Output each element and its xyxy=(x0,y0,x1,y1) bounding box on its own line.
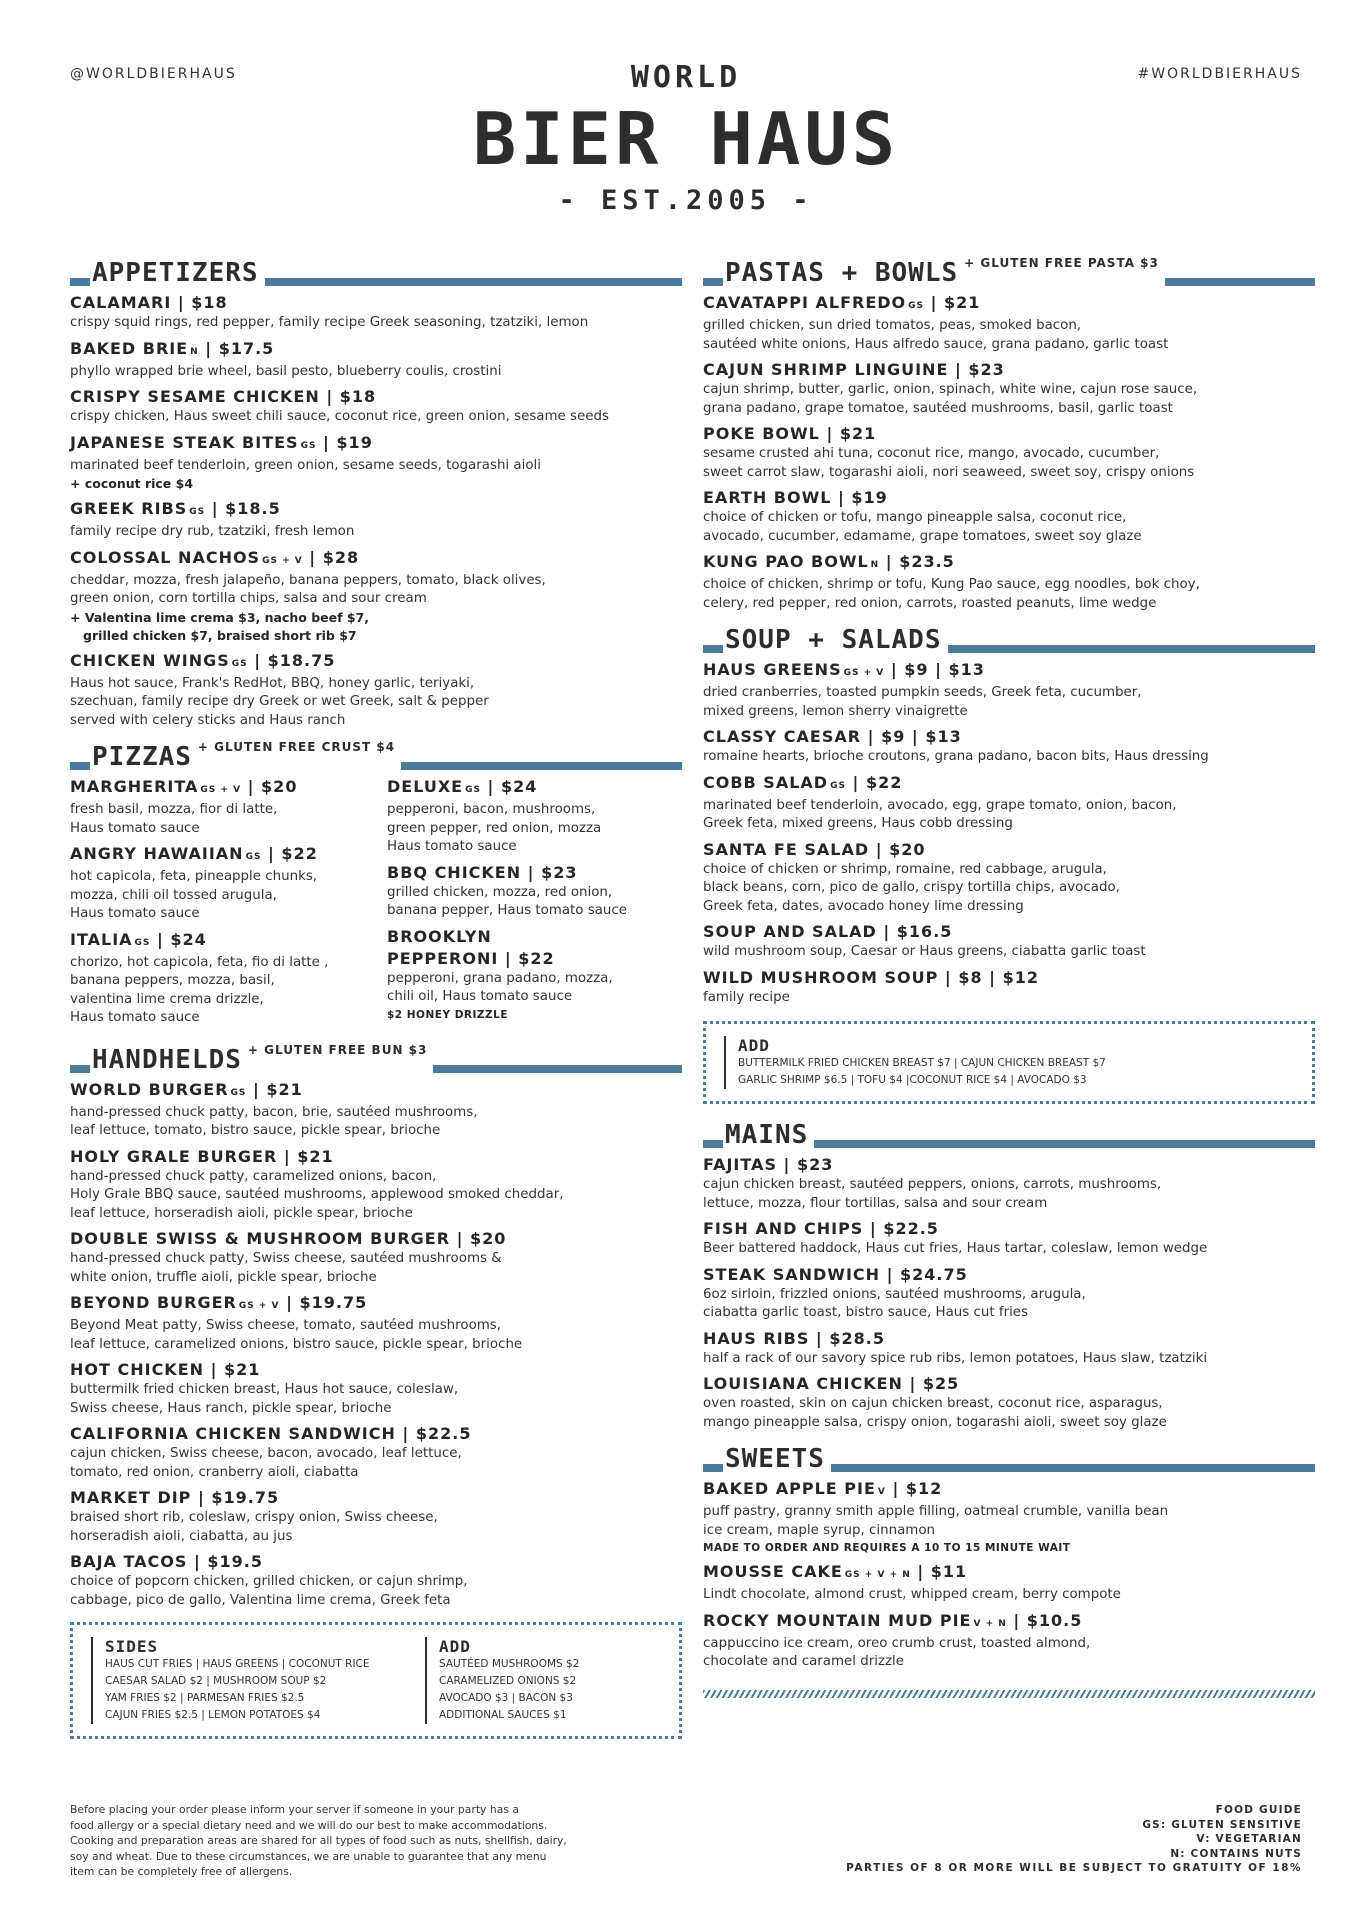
item-description: Greek feta, dates, avocado honey lime dressing xyxy=(703,898,1024,914)
item-description: leaf lettuce, horseradish aioli, pickle spear, brioche xyxy=(70,1205,413,1221)
menu-item xyxy=(703,659,1315,721)
item-description: green pepper, red onion, mozza xyxy=(387,820,602,836)
diet-tag: GS + V + N xyxy=(844,1570,911,1580)
item-name: MARGHERITA GS + V | $20 xyxy=(70,777,298,796)
menu-item xyxy=(703,1373,1315,1432)
add-line: SAUTÉED MUSHROOMS $2 xyxy=(439,1658,580,1670)
item-name: ITALIA GS | $24 xyxy=(70,929,207,949)
item-description: fresh basil, mozza, fior di latte, xyxy=(70,802,278,817)
item-description: family recipe xyxy=(703,989,790,1005)
item-description: buttermilk fried chicken breast, Haus hot sauce, coleslaw, xyxy=(70,1382,459,1397)
item-description: Beyond Meat patty, Swiss cheese, tomato, sautéed mushrooms, xyxy=(70,1318,502,1333)
diet-tag: GS xyxy=(908,301,925,311)
item-name: WORLD BURGER GS | $21 xyxy=(70,1079,303,1099)
instagram-handle: @WORLDBIERHAUS xyxy=(70,66,237,82)
item-description: hand-pressed chuck patty, bacon, brie, sautéed mushrooms, xyxy=(70,1104,478,1120)
menu-item xyxy=(703,967,1315,1008)
section-title: HANDHELDS $^{+ GLUTEN FREE BUN \$3}$ xyxy=(90,1035,433,1075)
section-title: SOUP + SALADS xyxy=(723,625,948,655)
menu-item xyxy=(70,498,682,542)
add-line: AVOCADO $3 | BACON $3 xyxy=(439,1692,573,1704)
item-description: sesame crusted ahi tuna, coconut rice, mango, avocado, cucumber, xyxy=(703,446,1160,461)
item-name: SANTA FE SALAD | $20 xyxy=(703,839,926,859)
appetizers-header xyxy=(70,252,682,286)
item-description: served with celery sticks and Haus ranch xyxy=(70,712,346,728)
item-description: choice of popcorn chicken, grilled chicken, or cajun shrimp, xyxy=(70,1574,468,1589)
item-description: pepperoni, grana padano, mozza, xyxy=(387,970,613,986)
item-name: CHICKEN WINGS GS | $18.75 xyxy=(70,650,336,670)
sides-list xyxy=(91,1637,425,1724)
menu-item xyxy=(70,432,682,494)
item-name: WILD MUSHROOM SOUP | $8 | $12 xyxy=(703,967,1039,987)
menu-item xyxy=(70,929,365,1028)
diet-tag: N xyxy=(190,346,199,357)
item-name: SOUP AND SALAD | $16.5 xyxy=(703,922,953,941)
sides-add-box xyxy=(70,1622,682,1739)
menu-item xyxy=(703,1218,1315,1259)
menu-item xyxy=(703,487,1315,546)
sides-title: SIDES xyxy=(105,1637,159,1656)
item-description: romaine hearts, brioche croutons, grana padano, bacon bits, Haus dressing xyxy=(703,749,1209,764)
disclaimer-line: Cooking and preparation areas are shared for all types of food such as nuts, shellfish, dairy, xyxy=(70,1834,567,1847)
item-note: MADE TO ORDER AND REQUIRES A 10 TO 15 MINUTE WAIT xyxy=(703,1542,1071,1554)
item-description: Greek feta, mixed greens, Haus cobb dressing xyxy=(703,816,1013,831)
item-description: hand-pressed chuck patty, Swiss cheese, sautéed mushrooms & xyxy=(70,1251,502,1266)
diet-tag: GS xyxy=(134,937,151,948)
diet-tag: GS xyxy=(189,507,206,517)
item-name: HAUS GREENS GS + V | $9 | $13 xyxy=(703,660,985,679)
menu-item xyxy=(70,1079,682,1141)
item-description: pepperoni, bacon, mushrooms, xyxy=(387,802,596,817)
left-menu-column xyxy=(70,246,682,1739)
menu-item xyxy=(70,1146,682,1224)
item-description: mango pineapple salsa, crispy onion, togarashi aioli, sweet soy glaze xyxy=(703,1414,1167,1430)
menu-item xyxy=(703,1154,1315,1213)
item-name: ANGRY HAWAIIAN GS | $22 xyxy=(70,844,318,863)
item-name: COLOSSAL NACHOS GS + V | $28 xyxy=(70,547,360,567)
item-addon: $2 HONEY DRIZZLE xyxy=(387,1008,508,1021)
diet-tag: GS xyxy=(231,658,248,669)
menu-item xyxy=(70,1423,682,1482)
item-addon: + coconut rice $4 xyxy=(70,476,194,491)
diet-tag: GS + V xyxy=(200,785,242,795)
item-description: cappuccino ice cream, oreo crumb crust, toasted almond, xyxy=(703,1635,1091,1651)
protein-add-box xyxy=(703,1021,1315,1104)
menu-item xyxy=(70,386,682,427)
menu-item xyxy=(703,1610,1315,1672)
food-guide-n: N: CONTAINS NUTS xyxy=(1170,1847,1302,1860)
item-description: Lindt chocolate, almond crust, whipped cream, berry compote xyxy=(703,1587,1121,1602)
pizza-column-left xyxy=(70,776,365,1033)
diet-tag: GS + V xyxy=(238,1301,280,1311)
menu-item xyxy=(703,551,1315,613)
item-name: HAUS RIBS | $28.5 xyxy=(703,1328,885,1348)
item-description: white onion, truffle aioli, pickle spear, brioche xyxy=(70,1269,377,1285)
item-description: Haus tomato sauce xyxy=(70,1010,200,1025)
item-description: family recipe dry rub, tzatziki, fresh lemon xyxy=(70,524,355,539)
hashtag-handle: #WORLDBIERHAUS xyxy=(1137,66,1302,82)
menu-item xyxy=(387,926,682,1023)
section-note: + GLUTEN FREE CRUST $4 xyxy=(197,740,396,754)
menu-item xyxy=(70,1292,682,1354)
item-description: cajun chicken, Swiss cheese, bacon, avocado, leaf lettuce, xyxy=(70,1446,462,1461)
item-description: braised short rib, coleslaw, crispy onion, Swiss cheese, xyxy=(70,1510,438,1525)
diet-tag: GS + V xyxy=(262,555,303,566)
diet-tag: GS xyxy=(300,440,317,451)
sides-line: CAJUN FRIES $2.5 | LEMON POTATOES $4 xyxy=(105,1709,321,1721)
logo-world-text: WORLD xyxy=(630,60,742,95)
item-addon: grilled chicken $7, braised short rib $7 xyxy=(70,627,357,643)
item-name: BAKED BRIE N | $17.5 xyxy=(70,338,275,358)
menu-item xyxy=(70,1551,682,1610)
add-title: ADD xyxy=(439,1637,471,1656)
disclaimer-line: food allergy or a special dietary need and we will do our best to make accommodations. xyxy=(70,1818,548,1832)
add-line: ADDITIONAL SAUCES $1 xyxy=(439,1709,567,1721)
item-name: BBQ CHICKEN | $23 xyxy=(387,862,578,882)
item-name: CLASSY CAESAR | $9 | $13 xyxy=(703,727,962,746)
menu-item xyxy=(70,843,365,924)
sides-line: HAUS CUT FRIES | HAUS GREENS | COCONUT RICE xyxy=(105,1658,370,1670)
item-description: chili oil, Haus tomato sauce xyxy=(387,989,573,1004)
item-description: Haus hot sauce, Frank's RedHot, BBQ, honey garlic, teriyaki, xyxy=(70,675,475,691)
item-description: mixed greens, lemon sherry vinaigrette xyxy=(703,703,968,719)
item-description: lettuce, mozza, flour tortillas, salsa and sour cream xyxy=(703,1195,1048,1211)
item-description: marinated beef tenderloin, green onion, sesame seeds, togarashi aioli xyxy=(70,457,541,473)
pizzas-header xyxy=(70,736,682,770)
item-description: celery, red pepper, red onion, carrots, roasted peanuts, lime wedge xyxy=(703,595,1157,611)
menu-item xyxy=(703,423,1315,482)
diet-tag: GS xyxy=(245,852,262,862)
item-description: wild mushroom soup, Caesar or Haus greens, ciabatta garlic toast xyxy=(703,944,1146,959)
item-description: chocolate and caramel drizzle xyxy=(703,1654,904,1669)
item-description: crispy chicken, Haus sweet chili sauce, coconut rice, green onion, sesame seeds xyxy=(70,409,609,424)
diet-tag: GS + V xyxy=(843,668,885,678)
diet-tag: V + N xyxy=(973,1618,1007,1629)
add-line: GARLIC SHRIMP $6.5 | TOFU $4 |COCONUT RICE $4 | AVOCADO $3 xyxy=(738,1074,1087,1086)
logo-established-text: - EST.2005 - xyxy=(558,185,814,216)
item-addon: + Valentina lime crema $3, nacho beef $7, xyxy=(70,609,370,625)
item-description: szechuan, family recipe dry Greek or wet Greek, salt & pepper xyxy=(70,694,489,709)
item-name: JAPANESE STEAK BITES GS | $19 xyxy=(70,432,373,452)
menu-item xyxy=(703,1478,1315,1556)
item-description: Haus tomato sauce xyxy=(387,839,517,854)
item-name: CAJUN SHRIMP LINGUINE | $23 xyxy=(703,360,1005,379)
item-name: LOUISIANA CHICKEN | $25 xyxy=(703,1374,960,1393)
item-description: grilled chicken, sun dried tomatos, peas, smoked bacon, xyxy=(703,318,1082,333)
section-note: + GLUTEN FREE PASTA $3 xyxy=(964,256,1159,270)
add-line: BUTTERMILK FRIED CHICKEN BREAST $7 | CAJUN CHICKEN BREAST $7 xyxy=(738,1057,1106,1069)
item-description: marinated beef tenderloin, avocado, egg, grape tomato, onion, bacon, xyxy=(703,797,1177,813)
item-description: sweet carrot slaw, togarashi aioli, nori seaweed, sweet soy, crispy onions xyxy=(703,464,1195,480)
item-description: black beans, corn, pico de gallo, crispy tortilla chips, avocado, xyxy=(703,880,1120,895)
food-guide-title: FOOD GUIDE xyxy=(1215,1804,1302,1816)
menu-item xyxy=(703,1561,1315,1605)
item-description: grana padano, grape tomatoe, sautéed mushrooms, basil, garlic toast xyxy=(703,400,1173,416)
section-title: APPETIZERS xyxy=(90,258,265,288)
diet-tag: N xyxy=(870,560,880,570)
menu-item xyxy=(387,862,682,921)
item-name: CALAMARI | $18 xyxy=(70,293,228,312)
item-description: leaf lettuce, caramelized onions, bistro sauce, pickle spear, brioche xyxy=(70,1336,523,1352)
menu-item xyxy=(703,359,1315,418)
diet-tag: GS xyxy=(465,785,481,795)
section-title: PASTAS + BOWLS $^{+ GLUTEN FREE PASTA \$3}$ xyxy=(723,248,1165,288)
item-name: COBB SALAD GS | $22 xyxy=(703,772,903,792)
diet-tag: GS xyxy=(230,1087,247,1098)
item-name: MOUSSE CAKE GS + V + N | $11 xyxy=(703,1562,968,1581)
item-description: half a rack of our savory spice rub ribs, lemon potatoes, Haus slaw, tzatziki xyxy=(703,1350,1208,1366)
add-title: ADD xyxy=(738,1036,770,1055)
item-description: green onion, corn tortilla chips, salsa and sour cream xyxy=(70,591,427,606)
menu-item xyxy=(70,650,682,731)
item-name: MARKET DIP | $19.75 xyxy=(70,1488,280,1507)
item-description: banana pepper, Haus tomato sauce xyxy=(387,903,627,918)
food-guide xyxy=(1142,1803,1302,1861)
item-description: Swiss cheese, Haus ranch, pickle spear, brioche xyxy=(70,1400,392,1416)
item-name: BAKED APPLE PIE V | $12 xyxy=(703,1479,943,1498)
item-description: sautéed white onions, Haus alfredo sauce, grana padano, garlic toast xyxy=(703,336,1169,352)
menu-item xyxy=(70,776,365,838)
item-description: choice of chicken or tofu, mango pineapple salsa, coconut rice, xyxy=(703,510,1127,525)
item-description: hot capicola, feta, pineapple chunks, xyxy=(70,869,318,884)
item-description: cajun chicken breast, sautéed peppers, onions, carrots, mushrooms, xyxy=(703,1177,1162,1192)
section-note: + GLUTEN FREE BUN $3 xyxy=(247,1042,428,1057)
menu-item xyxy=(70,547,682,645)
gratuity-notice: PARTIES OF 8 OR MORE WILL BE SUBJECT TO GRATUITY OF 18% xyxy=(846,1862,1302,1874)
menu-item xyxy=(703,772,1315,834)
food-guide-v: V: VEGETARIAN xyxy=(1196,1833,1302,1845)
pizza-column-right xyxy=(387,776,682,1033)
item-description: dried cranberries, toasted pumpkin seeds, Greek feta, cucumber, xyxy=(703,685,1142,700)
item-description: avocado, cucumber, edamame, grape tomatoes, sweet soy glaze xyxy=(703,528,1142,544)
item-description: cajun shrimp, butter, garlic, onion, spinach, white wine, cajun rose sauce, xyxy=(703,382,1198,397)
item-description: grilled chicken, mozza, red onion, xyxy=(387,884,613,900)
item-description: Beer battered haddock, Haus cut fries, Haus tartar, coleslaw, lemon wedge xyxy=(703,1241,1208,1256)
item-description: banana peppers, mozza, basil, xyxy=(70,973,275,988)
allergy-disclaimer xyxy=(70,1802,630,1880)
menu-item xyxy=(703,1264,1315,1323)
item-name: CRISPY SESAME CHICKEN | $18 xyxy=(70,387,377,406)
item-name: EARTH BOWL | $19 xyxy=(703,488,888,507)
pastas-header xyxy=(703,252,1315,286)
diet-tag: V xyxy=(877,1487,886,1497)
soups-header xyxy=(703,619,1315,653)
menu-item xyxy=(70,1359,682,1418)
item-description: choice of chicken, shrimp or tofu, Kung Pao sauce, egg noodles, bok choy, xyxy=(703,577,1200,592)
item-description: cheddar, mozza, fresh jalapeño, banana peppers, tomato, black olives, xyxy=(70,572,546,588)
protein-add-list xyxy=(724,1036,1298,1089)
item-description: puff pastry, granny smith apple filling, oatmeal crumble, vanilla bean xyxy=(703,1504,1169,1519)
item-description: cabbage, pico de gallo, Valentina lime crema, Greek feta xyxy=(70,1592,451,1608)
disclaimer-line: Before placing your order please inform your server if someone in your party has a xyxy=(70,1803,520,1816)
item-description: chorizo, hot capicola, feta, fio di latte , xyxy=(70,954,329,970)
item-description: 6oz sirloin, frizzled onions, sautéed mushrooms, arugula, xyxy=(703,1286,1086,1302)
menu-item xyxy=(703,839,1315,917)
add-list xyxy=(425,1637,579,1724)
sides-line: YAM FRIES $2 | PARMESAN FRIES $2.5 xyxy=(105,1692,305,1704)
menu-item xyxy=(387,776,682,857)
menu-item xyxy=(70,1228,682,1287)
item-description: phyllo wrapped brie wheel, basil pesto, blueberry coulis, crostini xyxy=(70,363,502,379)
item-name: BEYOND BURGER GS + V | $19.75 xyxy=(70,1293,368,1312)
pizza-grid xyxy=(70,776,682,1033)
sides-line: CAESAR SALAD $2 | MUSHROOM SOUP $2 xyxy=(105,1675,327,1687)
menu-item xyxy=(703,726,1315,767)
item-description: horseradish aioli, ciabatta, au jus xyxy=(70,1528,293,1544)
sides-add-inner xyxy=(91,1637,665,1724)
item-name: KUNG PAO BOWL N | $23.5 xyxy=(703,552,955,571)
sweets-header xyxy=(703,1438,1315,1472)
decorative-hatched-divider xyxy=(703,1690,1315,1698)
menu-item xyxy=(703,921,1315,962)
item-name: FAJITAS | $23 xyxy=(703,1155,834,1174)
menu-item xyxy=(70,292,682,333)
item-name: ROCKY MOUNTAIN MUD PIE V + N | $10.5 xyxy=(703,1610,1083,1630)
item-name: DELUXE GS | $24 xyxy=(387,777,538,796)
item-name: DOUBLE SWISS & MUSHROOM BURGER | $20 xyxy=(70,1229,507,1248)
section-title: SWEETS xyxy=(723,1444,831,1474)
item-name: POKE BOWL | $21 xyxy=(703,424,877,443)
menu-item xyxy=(703,1328,1315,1369)
food-guide-gs: GS: GLUTEN SENSITIVE xyxy=(1142,1818,1302,1831)
item-name: CAVATAPPI ALFREDO GS | $21 xyxy=(703,293,981,312)
diet-tag: GS xyxy=(830,780,846,791)
item-description: hand-pressed chuck patty, caramelized onions, bacon, xyxy=(70,1168,437,1184)
item-description: Haus tomato sauce xyxy=(70,906,200,921)
item-description: valentina lime crema drizzle, xyxy=(70,991,264,1007)
item-name: HOLY GRALE BURGER | $21 xyxy=(70,1146,334,1166)
item-name: FISH AND CHIPS | $22.5 xyxy=(703,1219,939,1238)
logo-main-text: BIER HAUS xyxy=(472,97,900,181)
item-description: oven roasted, skin on cajun chicken breast, coconut rice, asparagus, xyxy=(703,1396,1163,1411)
item-description: Holy Grale BBQ sauce, sautéed mushrooms, applewood smoked cheddar, xyxy=(70,1187,564,1202)
mains-header xyxy=(703,1114,1315,1148)
item-name: HOT CHICKEN | $21 xyxy=(70,1360,261,1379)
item-description: mozza, chili oil tossed arugula, xyxy=(70,887,277,903)
item-name: CALIFORNIA CHICKEN SANDWICH | $22.5 xyxy=(70,1424,472,1443)
item-description: tomato, red onion, cranberry aioli, ciabatta xyxy=(70,1464,359,1480)
disclaimer-line: item can be completely free of allergens. xyxy=(70,1865,293,1878)
item-description: leaf lettuce, tomato, bistro sauce, pickle spear, brioche xyxy=(70,1123,441,1138)
right-menu-column xyxy=(703,246,1315,1698)
menu-item xyxy=(703,292,1315,354)
item-name: GREEK RIBS GS | $18.5 xyxy=(70,499,281,518)
item-name: PEPPERONI | $22 xyxy=(387,948,555,968)
item-description: choice of chicken or shrimp, romaine, red cabbage, arugula, xyxy=(703,861,1107,877)
item-description: crispy squid rings, red pepper, family recipe Greek seasoning, tzatziki, lemon xyxy=(70,315,589,330)
section-title: PIZZAS $^{+ GLUTEN FREE CRUST \$4}$ xyxy=(90,732,401,772)
item-description: ice cream, maple syrup, cinnamon xyxy=(703,1522,936,1538)
handhelds-header xyxy=(70,1039,682,1073)
section-title: MAINS xyxy=(723,1120,814,1150)
item-name: STEAK SANDWICH | $24.75 xyxy=(703,1264,968,1284)
item-description: ciabatta garlic toast, bistro sauce, Haus cut fries xyxy=(703,1305,1029,1320)
add-line: CARAMELIZED ONIONS $2 xyxy=(439,1675,577,1687)
menu-item xyxy=(70,338,682,382)
menu-item xyxy=(70,1487,682,1546)
item-name: BAJA TACOS | $19.5 xyxy=(70,1552,263,1571)
disclaimer-line: soy and wheat. Due to these circumstances, we are unable to guarantee that any menu xyxy=(70,1849,547,1863)
item-description: Haus tomato sauce xyxy=(70,820,200,836)
restaurant-logo xyxy=(0,60,1372,216)
item-name: BROOKLYN xyxy=(387,926,492,946)
